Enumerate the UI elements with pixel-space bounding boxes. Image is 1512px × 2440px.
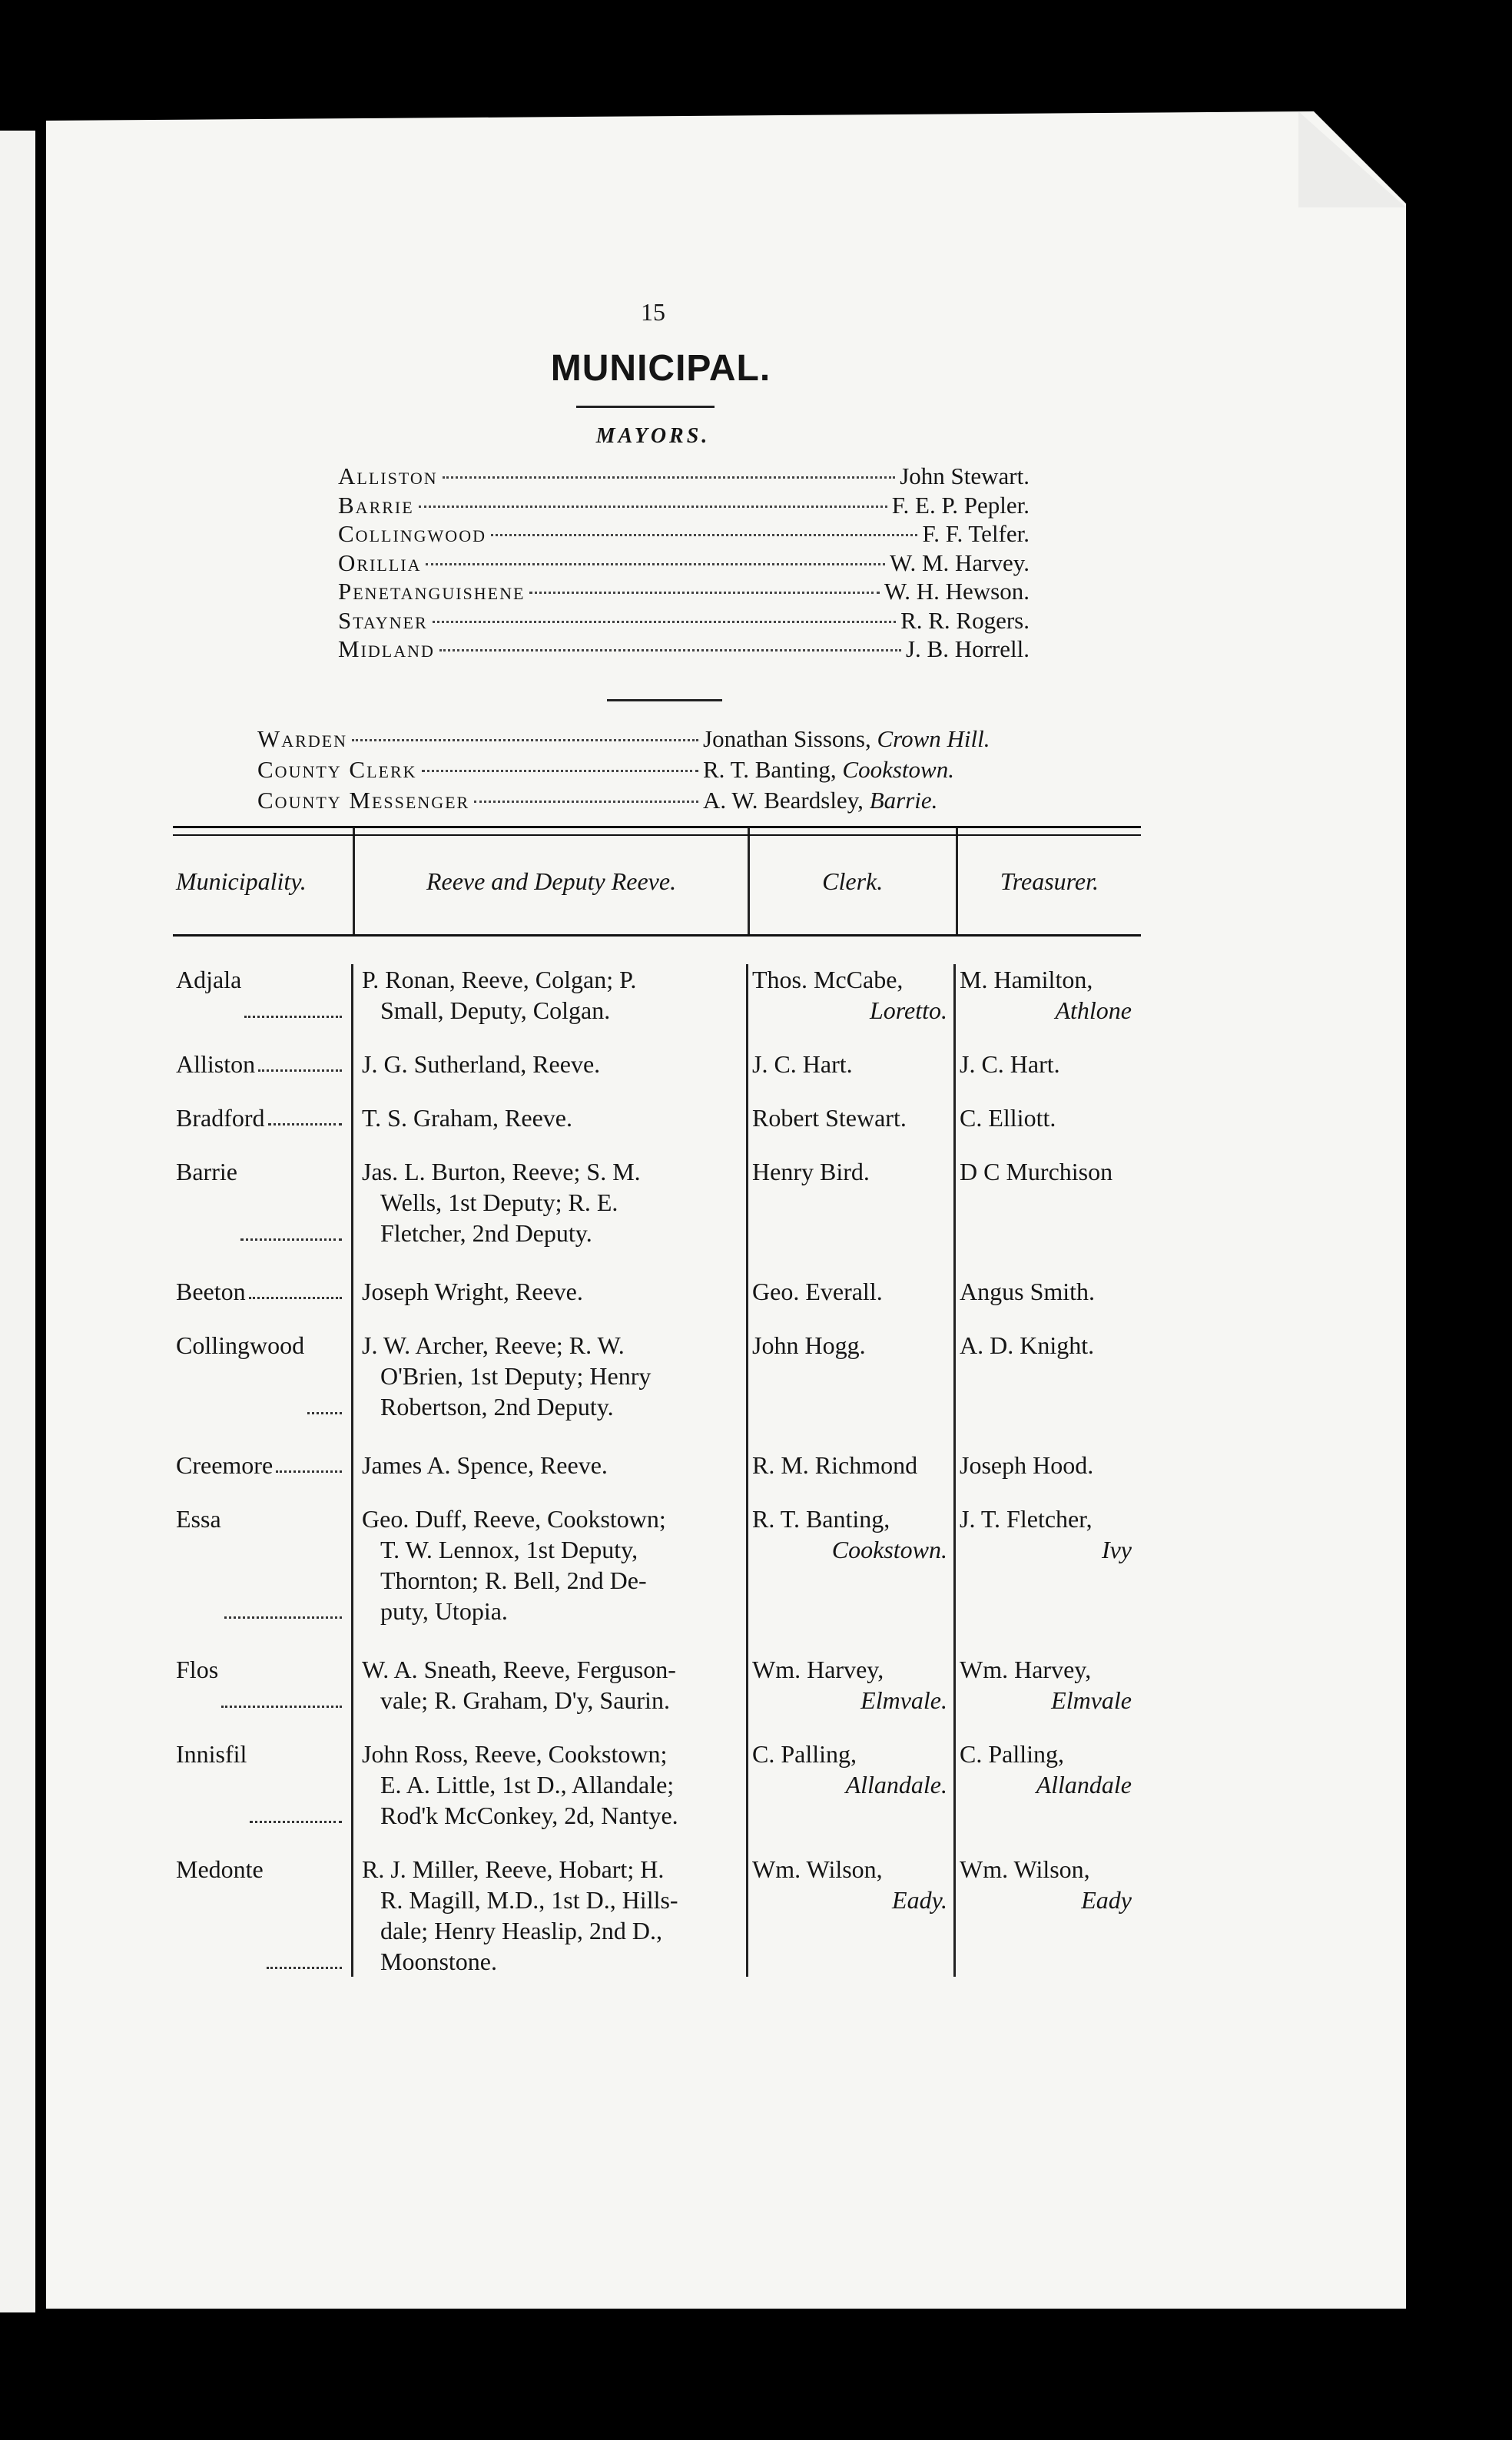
table-row — [173, 1330, 1141, 1422]
mayor-row — [338, 462, 1030, 492]
reeve-cell — [351, 1654, 746, 1716]
officer-place: Crown Hill. — [877, 725, 990, 752]
officer-title: Warden — [257, 725, 348, 752]
municipality-name: Adjala — [176, 966, 242, 993]
mayor-place: Orillia — [338, 549, 422, 576]
table-row — [173, 1049, 1141, 1079]
reeve-line: Wells, 1st Deputy; R. E. — [380, 1189, 618, 1216]
officer-row — [257, 756, 1087, 787]
reeve-line: Moonstone. — [380, 1948, 497, 1975]
table-body — [173, 964, 1141, 1977]
mayors-heading: MAYORS. — [595, 424, 711, 448]
reeve-line: Rod'k McConkey, 2d, Nantye. — [380, 1802, 678, 1829]
treasurer-name: Angus Smith. — [960, 1278, 1096, 1305]
mayor-name: John Stewart. — [900, 462, 1030, 489]
municipality-cell — [173, 1739, 351, 1831]
municipality-name: Creemore — [176, 1451, 274, 1479]
municipality-cell — [173, 1156, 351, 1248]
header-reeve: Reeve and Deputy Reeve. — [353, 828, 747, 934]
municipality-name: Medonte — [176, 1855, 264, 1883]
clerk-name: Thos. McCabe, — [752, 966, 904, 993]
table-row — [173, 1854, 1141, 1977]
clerk-place: Loretto. — [869, 996, 947, 1024]
reeve-cell — [351, 1156, 746, 1248]
reeve-line: Fletcher, 2nd Deputy. — [380, 1219, 592, 1247]
clerk-cell — [746, 1503, 953, 1626]
treasurer-cell — [953, 1330, 1138, 1422]
mayor-place: Stayner — [338, 606, 428, 634]
mayor-place: Alliston — [338, 462, 438, 489]
officer-row — [257, 725, 1087, 756]
municipality-name: Bradford — [176, 1104, 265, 1132]
leader-dots — [352, 739, 698, 741]
officer-value — [703, 787, 1087, 814]
reeve-cell — [351, 1450, 746, 1480]
clerk-name: J. C. Hart. — [752, 1050, 853, 1078]
municipality-name: Innisfil — [176, 1740, 247, 1768]
leader-dots — [433, 621, 896, 623]
reeve-line: J. W. Archer, Reeve; R. W. — [362, 1331, 625, 1359]
column-divider — [953, 964, 956, 1977]
table-row — [173, 1156, 1141, 1248]
treasurer-cell — [953, 964, 1138, 1026]
leader-dots — [419, 506, 887, 508]
mayor-name: W. M. Harvey. — [890, 549, 1030, 576]
page-number: 15 — [641, 298, 665, 326]
clerk-name: John Hogg. — [752, 1331, 866, 1359]
reeve-line: O'Brien, 1st Deputy; Henry — [380, 1362, 652, 1390]
municipality-cell — [173, 1654, 351, 1716]
reeve-line: vale; R. Graham, D'y, Saurin. — [380, 1686, 670, 1714]
municipality-name: Flos — [176, 1656, 219, 1683]
reeve-line: Geo. Duff, Reeve, Cookstown; — [362, 1505, 666, 1533]
municipality-name: Essa — [176, 1505, 221, 1533]
mayor-row — [338, 635, 1030, 665]
table-row — [173, 1102, 1141, 1133]
treasurer-cell — [953, 1102, 1138, 1133]
leader-dots — [276, 1450, 342, 1473]
reeve-cell — [351, 964, 746, 1026]
treasurer-name: A. D. Knight. — [960, 1331, 1095, 1359]
clerk-cell — [746, 1654, 953, 1716]
reeve-line: J. G. Sutherland, Reeve. — [362, 1050, 601, 1078]
municipality-name: Alliston — [176, 1050, 256, 1078]
clerk-name: Robert Stewart. — [752, 1104, 907, 1132]
municipality-cell — [173, 1450, 351, 1480]
treasurer-place: Allandale — [1036, 1771, 1132, 1799]
reeve-line: E. A. Little, 1st D., Allandale; — [380, 1771, 675, 1799]
facing-page-edge — [0, 131, 35, 2312]
municipality-cell — [173, 1330, 351, 1422]
mayors-list — [338, 462, 1030, 665]
reeve-cell — [351, 1330, 746, 1422]
mayor-name: F. F. Telfer. — [922, 520, 1030, 547]
treasurer-name: M. Hamilton, — [960, 966, 1093, 993]
clerk-cell — [746, 1854, 953, 1977]
treasurer-cell — [953, 1854, 1138, 1977]
mayor-place: Midland — [338, 635, 435, 662]
table-row — [173, 964, 1141, 1026]
table-row — [173, 1503, 1141, 1626]
treasurer-name: Joseph Hood. — [960, 1451, 1094, 1479]
officer-name: Jonathan Sissons, — [703, 725, 871, 752]
clerk-name: R. M. Richmond — [752, 1451, 918, 1479]
mayor-name: W. H. Hewson. — [884, 578, 1030, 605]
reeve-cell — [351, 1276, 746, 1307]
clerk-cell — [746, 1102, 953, 1133]
reeve-cell — [351, 1854, 746, 1977]
reeve-line: Small, Deputy, Colgan. — [380, 996, 611, 1024]
reeve-line: P. Ronan, Reeve, Colgan; P. — [362, 966, 637, 993]
column-divider — [351, 964, 353, 1977]
clerk-name: Geo. Everall. — [752, 1278, 883, 1305]
municipality-cell — [173, 964, 351, 1026]
municipality-cell — [173, 1049, 351, 1079]
treasurer-cell — [953, 1276, 1138, 1307]
mayor-row — [338, 520, 1030, 549]
table-row — [173, 1654, 1141, 1716]
reeve-cell — [351, 1503, 746, 1626]
officer-title: County Clerk — [257, 756, 417, 783]
officer-title: County Messenger — [257, 787, 470, 814]
table-row — [173, 1276, 1141, 1307]
mayor-name: F. E. P. Pepler. — [891, 491, 1030, 519]
leader-dots — [244, 964, 342, 1018]
clerk-place: Cookstown. — [831, 1536, 947, 1563]
treasurer-name: J. C. Hart. — [960, 1050, 1060, 1078]
treasurer-cell — [953, 1654, 1138, 1716]
leader-dots — [267, 1854, 342, 1969]
treasurer-cell — [953, 1049, 1138, 1079]
municipality-cell — [173, 1854, 351, 1977]
reeve-line: John Ross, Reeve, Cookstown; — [362, 1740, 668, 1768]
mayor-name: R. R. Rogers. — [900, 606, 1030, 634]
officer-place: Cookstown. — [842, 756, 954, 783]
municipality-name: Barrie — [176, 1158, 237, 1185]
treasurer-name: J. T. Fletcher, — [960, 1505, 1093, 1533]
page-title: MUNICIPAL. — [550, 348, 771, 389]
mayor-place: Collingwood — [338, 520, 486, 547]
reeve-cell — [351, 1049, 746, 1079]
leader-dots — [529, 592, 879, 594]
title-rule — [576, 406, 715, 408]
clerk-cell — [746, 1276, 953, 1307]
municipal-table — [173, 826, 1141, 1977]
treasurer-cell — [953, 1450, 1138, 1480]
leader-dots — [422, 770, 698, 772]
reeve-line: Robertson, 2nd Deputy. — [380, 1393, 614, 1421]
treasurer-name: D C Murchison — [960, 1158, 1113, 1185]
leader-dots — [307, 1330, 342, 1414]
leader-dots — [250, 1739, 342, 1823]
table-row — [173, 1450, 1141, 1480]
leader-dots — [249, 1276, 342, 1299]
clerk-cell — [746, 964, 953, 1026]
municipality-cell — [173, 1503, 351, 1626]
reeve-line: R. Magill, M.D., 1st D., Hills- — [380, 1886, 678, 1914]
officer-place: Barrie. — [869, 787, 938, 814]
table-row — [173, 1739, 1141, 1831]
leader-dots — [474, 801, 698, 803]
leader-dots — [491, 534, 917, 536]
clerk-name: Henry Bird. — [752, 1158, 870, 1185]
officer-value — [703, 725, 1087, 753]
reeve-line: dale; Henry Heaslip, 2nd D., — [380, 1917, 663, 1944]
clerk-cell — [746, 1450, 953, 1480]
municipality-name: Collingwood — [176, 1331, 305, 1359]
column-divider — [746, 964, 748, 1977]
clerk-place: Allandale. — [845, 1771, 947, 1799]
clerk-name: C. Palling, — [752, 1740, 857, 1768]
reeve-cell — [351, 1102, 746, 1133]
clerk-name: Wm. Wilson, — [752, 1855, 883, 1883]
treasurer-name: Wm. Harvey, — [960, 1656, 1092, 1683]
county-officers-list — [257, 725, 1087, 817]
leader-dots — [268, 1102, 342, 1126]
reeve-line: James A. Spence, Reeve. — [362, 1451, 608, 1479]
leader-dots — [439, 649, 901, 651]
leader-dots — [443, 476, 896, 479]
leader-dots — [224, 1503, 342, 1619]
reeve-line: Joseph Wright, Reeve. — [362, 1278, 583, 1305]
treasurer-cell — [953, 1156, 1138, 1248]
mayor-place: Penetanguishene — [338, 578, 526, 605]
reeve-line: Jas. L. Burton, Reeve; S. M. — [362, 1158, 641, 1185]
treasurer-place: Elmvale — [1051, 1686, 1132, 1714]
officer-name: R. T. Banting, — [703, 756, 837, 783]
treasurer-place: Athlone — [1055, 996, 1132, 1024]
mayor-row — [338, 492, 1030, 521]
header-clerk: Clerk. — [748, 828, 956, 934]
clerk-cell — [746, 1049, 953, 1079]
reeve-line: R. J. Miller, Reeve, Hobart; H. — [362, 1855, 665, 1883]
mayor-row — [338, 607, 1030, 636]
clerk-place: Eady. — [892, 1886, 947, 1914]
officer-row — [257, 787, 1087, 817]
mayor-row — [338, 549, 1030, 579]
header-municipality: Municipality. — [176, 867, 307, 895]
municipality-name: Beeton — [176, 1278, 246, 1305]
table-header — [173, 826, 1141, 937]
treasurer-cell — [953, 1739, 1138, 1831]
mayor-row — [338, 578, 1030, 607]
leader-dots — [240, 1156, 342, 1241]
treasurer-place: Ivy — [1101, 1536, 1132, 1563]
treasurer-cell — [953, 1503, 1138, 1626]
reeve-line: T. W. Lennox, 1st Deputy, — [380, 1536, 638, 1563]
leader-dots — [426, 563, 885, 565]
mayors-rule — [607, 699, 722, 701]
clerk-cell — [746, 1156, 953, 1248]
reeve-line: W. A. Sneath, Reeve, Ferguson- — [362, 1656, 676, 1683]
header-treasurer: Treasurer. — [956, 828, 1141, 934]
clerk-place: Elmvale. — [860, 1686, 947, 1714]
reeve-line: puty, Utopia. — [380, 1597, 508, 1625]
folded-corner — [1298, 111, 1406, 207]
leader-dots — [221, 1654, 342, 1708]
municipality-cell — [173, 1276, 351, 1307]
treasurer-name: C. Palling, — [960, 1740, 1065, 1768]
clerk-name: Wm. Harvey, — [752, 1656, 884, 1683]
treasurer-place: Eady — [1081, 1886, 1132, 1914]
treasurer-name: Wm. Wilson, — [960, 1855, 1090, 1883]
officer-value — [703, 756, 1087, 784]
leader-dots — [258, 1049, 342, 1072]
clerk-name: R. T. Banting, — [752, 1505, 890, 1533]
officer-name: A. W. Beardsley, — [703, 787, 864, 814]
clerk-cell — [746, 1739, 953, 1831]
mayor-name: J. B. Horrell. — [905, 635, 1030, 662]
clerk-cell — [746, 1330, 953, 1422]
reeve-cell — [351, 1739, 746, 1831]
reeve-line: Thornton; R. Bell, 2nd De- — [380, 1566, 647, 1594]
treasurer-name: C. Elliott. — [960, 1104, 1056, 1132]
mayor-place: Barrie — [338, 491, 414, 519]
reeve-line: T. S. Graham, Reeve. — [362, 1104, 572, 1132]
municipality-cell — [173, 1102, 351, 1133]
